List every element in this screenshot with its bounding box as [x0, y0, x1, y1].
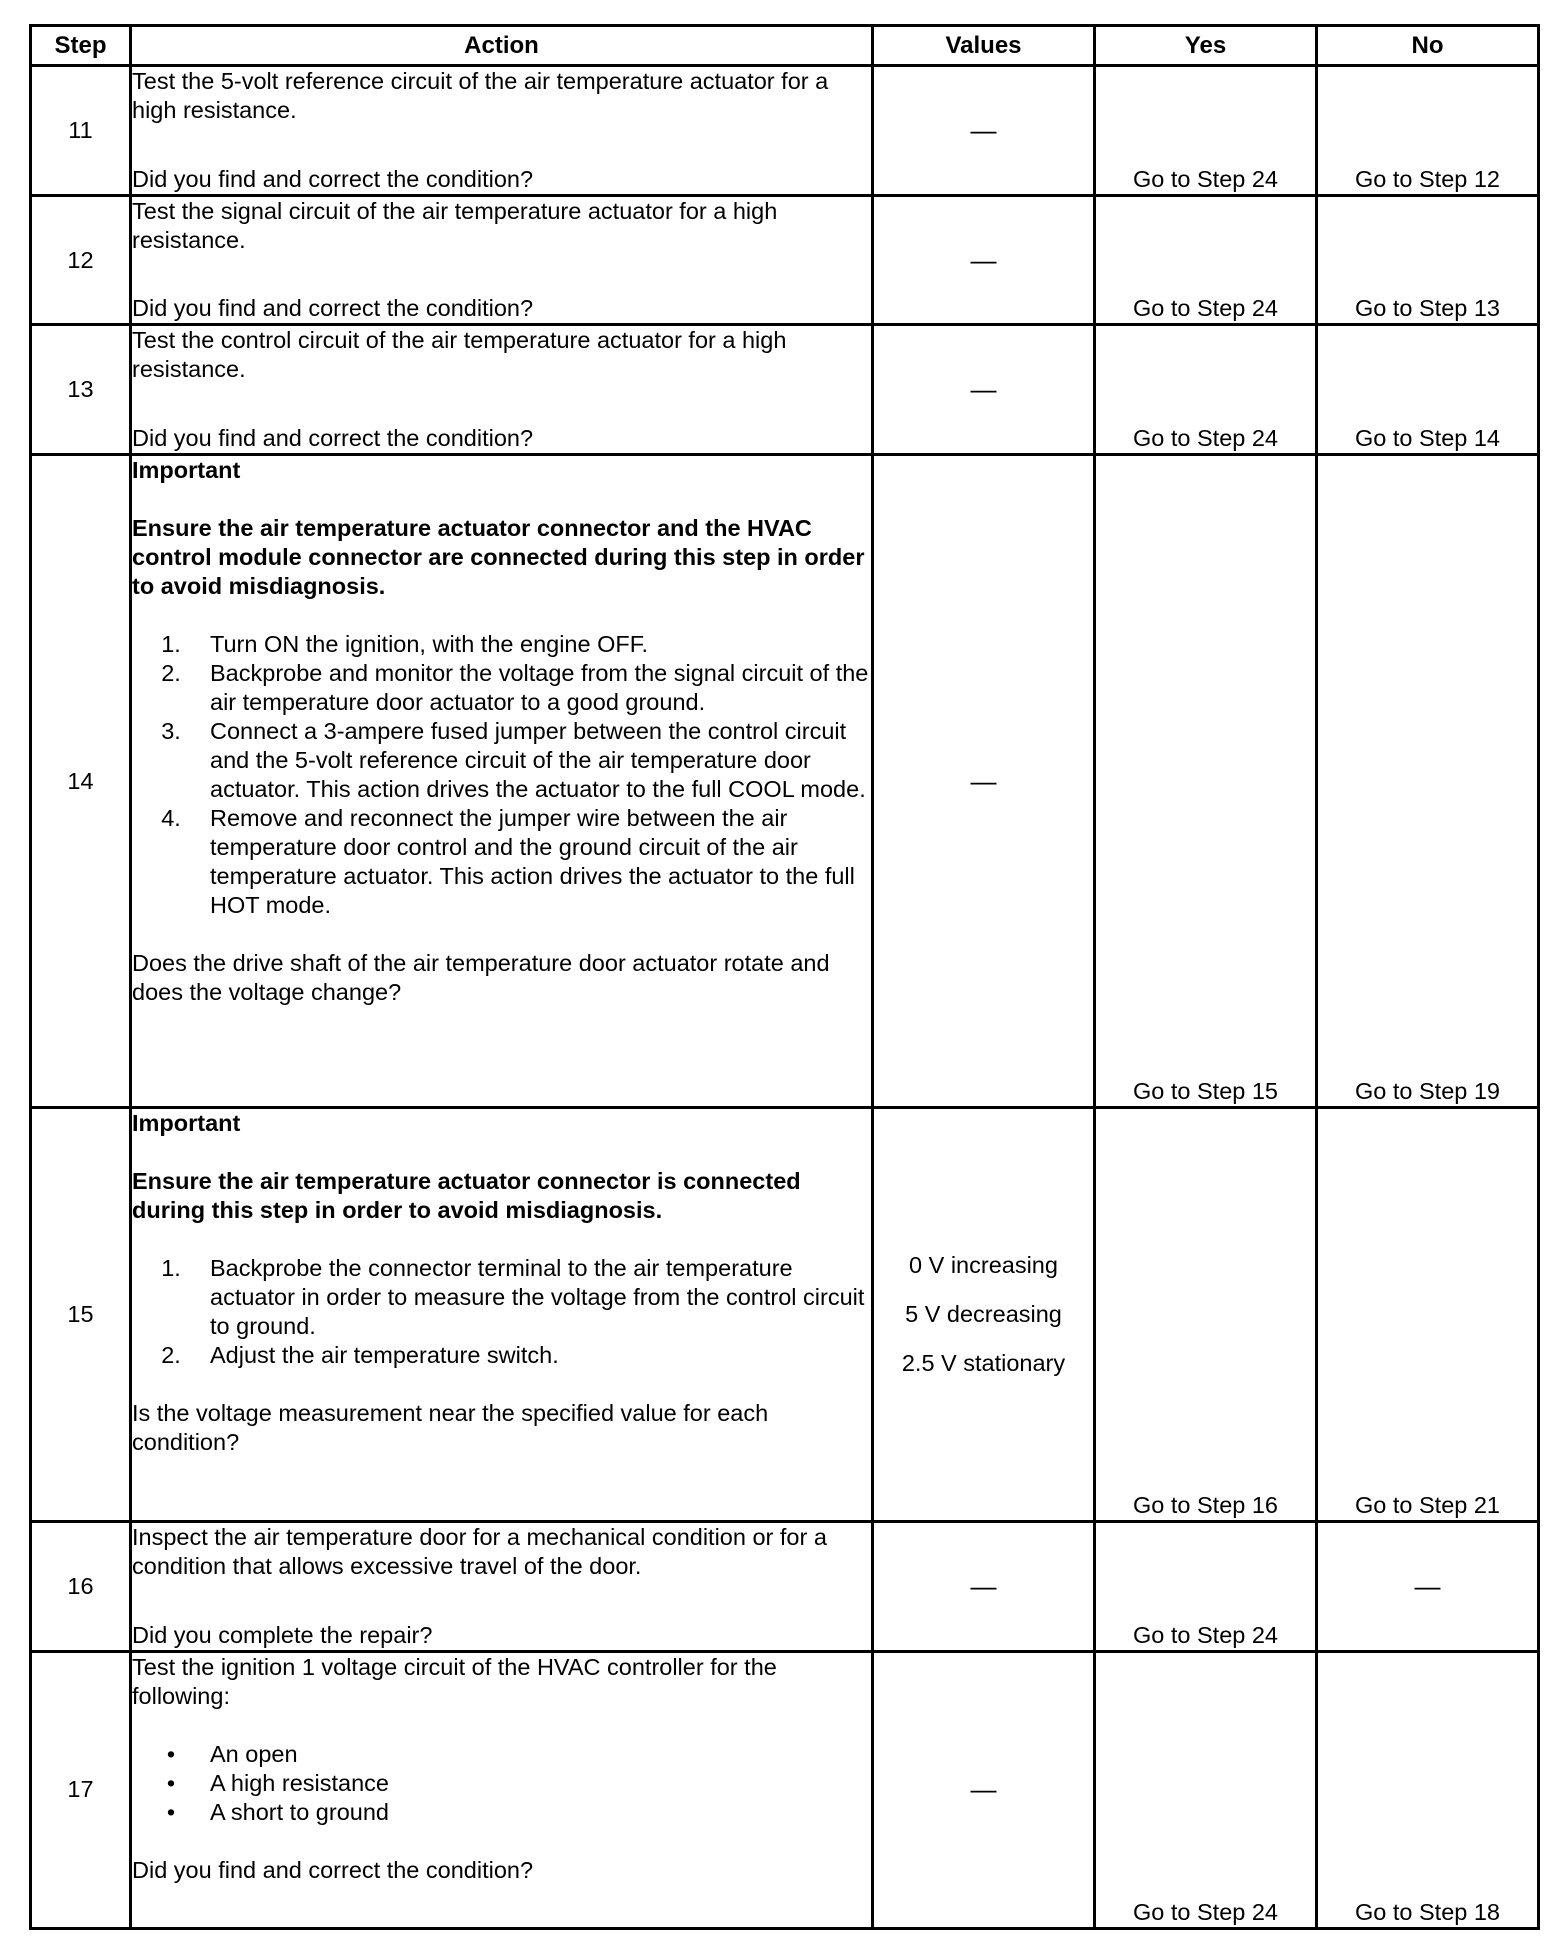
header-row — [31, 26, 1539, 66]
step-number: 14 — [31, 455, 131, 1108]
values-cell — [873, 1108, 1095, 1522]
table-row — [31, 66, 1539, 196]
yes-cell: Go to Step 24 — [1095, 195, 1317, 325]
action-cell — [131, 1108, 873, 1522]
values-cell: — — [873, 195, 1095, 325]
action-text: Test the 5-volt reference circuit of the air temperature actuator for a high resistance. — [132, 68, 829, 123]
yes-cell: Go to Step 24 — [1095, 66, 1317, 196]
action-text: Inspect the air temperature door for a mechanical condition or for a condition that allows excessive travel of the door. — [132, 1524, 827, 1580]
action-question: Is the voltage measurement near the specified value for each condition? — [132, 1400, 769, 1456]
action-question: Did you find and correct the condition? — [132, 1856, 534, 1883]
list-item: • A high resistance — [132, 1769, 871, 1798]
table-row — [31, 325, 1539, 455]
action-question: Did you find and correct the condition? — [132, 425, 534, 452]
no-cell: Go to Step 19 — [1317, 455, 1539, 1108]
action-question: Did you complete the repair? — [132, 1621, 433, 1648]
header-no: No — [1317, 26, 1539, 66]
action-cell — [131, 1651, 873, 1928]
values-cell: — — [873, 66, 1095, 196]
no-cell: Go to Step 13 — [1317, 195, 1539, 325]
bullet-icon: • — [166, 1740, 176, 1767]
table-row — [31, 1108, 1539, 1522]
yes-cell: Go to Step 16 — [1095, 1108, 1317, 1522]
values-cell: — — [873, 1651, 1095, 1928]
list-item: 3. Connect a 3-ampere fused jumper between the control circuit and the 5-volt reference circuit of the air temperature door actuator. This action drives the actuator to the full COOL mode. — [161, 718, 866, 803]
list-item: 2. Backprobe and monitor the voltage from the signal circuit of the air temperature door actuator to a good ground. — [161, 660, 869, 716]
step-number: 12 — [31, 195, 131, 325]
table-row — [31, 455, 1539, 1108]
table-row — [31, 195, 1539, 325]
values-cell: — — [873, 455, 1095, 1108]
action-text: Test the ignition 1 voltage circuit of the HVAC controller for the following: — [132, 1653, 777, 1709]
yes-cell: Go to Step 24 — [1095, 325, 1317, 455]
header-yes: Yes — [1095, 26, 1317, 66]
yes-cell: Go to Step 24 — [1095, 1522, 1317, 1652]
list-item: 1. Backprobe the connector terminal to the air temperature actuator in order to measure the voltage from the control circuit to ground. — [161, 1255, 865, 1340]
action-cell — [131, 455, 873, 1108]
action-cell — [131, 66, 873, 196]
diagnostic-table — [29, 24, 1540, 1930]
action-question: Did you find and correct the condition? — [132, 165, 534, 192]
step-number: 17 — [31, 1651, 131, 1928]
substep-list — [132, 630, 871, 920]
action-text: Test the signal circuit of the air temperature actuator for a high resistance. — [132, 197, 778, 253]
list-item: 4. Remove and reconnect the jumper wire between the air temperature door control and the ground circuit of the air temperature actuator. This action drives the actuator to the full HOT mode. — [161, 805, 855, 919]
yes-cell: Go to Step 15 — [1095, 455, 1317, 1108]
list-item: • A short to ground — [132, 1798, 871, 1827]
no-cell: Go to Step 21 — [1317, 1108, 1539, 1522]
value-item: 5 V decreasing — [905, 1301, 1062, 1328]
substep-list — [132, 1254, 871, 1370]
important-title: Important — [132, 1110, 241, 1137]
step-number: 16 — [31, 1522, 131, 1652]
list-item: 2. Adjust the air temperature switch. — [161, 1342, 559, 1369]
no-cell: Go to Step 18 — [1317, 1651, 1539, 1928]
action-cell — [131, 1522, 873, 1652]
list-item: • An open — [132, 1740, 871, 1769]
table-row — [31, 1522, 1539, 1652]
values-cell: — — [873, 325, 1095, 455]
list-item: 1. Turn ON the ignition, with the engine OFF. — [161, 631, 649, 658]
bullet-icon: • — [166, 1769, 176, 1796]
important-title: Important — [132, 457, 241, 484]
action-question: Does the drive shaft of the air temperature door actuator rotate and does the voltage change? — [132, 950, 830, 1006]
header-step: Step — [31, 26, 131, 66]
no-cell: Go to Step 12 — [1317, 66, 1539, 196]
header-values: Values — [873, 26, 1095, 66]
action-cell — [131, 195, 873, 325]
step-number: 15 — [31, 1108, 131, 1522]
table-row — [31, 1651, 1539, 1928]
no-cell: — — [1317, 1522, 1539, 1652]
yes-cell: Go to Step 24 — [1095, 1651, 1317, 1928]
values-cell: — — [873, 1522, 1095, 1652]
action-text: Test the control circuit of the air temperature actuator for a high resistance. — [132, 327, 787, 383]
bullet-list — [132, 1740, 871, 1827]
action-cell — [131, 325, 873, 455]
header-action: Action — [131, 26, 873, 66]
important-text: Ensure the air temperature actuator connector is connected during this step in order to avoid misdiagnosis. — [132, 1168, 801, 1224]
step-number: 13 — [31, 325, 131, 455]
action-question: Did you find and correct the condition? — [132, 295, 534, 322]
step-number: 11 — [31, 66, 131, 196]
no-cell: Go to Step 14 — [1317, 325, 1539, 455]
value-item: 0 V increasing — [909, 1252, 1058, 1279]
bullet-icon: • — [166, 1798, 176, 1825]
value-item: 2.5 V stationary — [901, 1350, 1066, 1377]
important-text: Ensure the air temperature actuator connector and the HVAC control module connector are connected during this step in order to avoid misdiagnosis. — [132, 515, 865, 600]
